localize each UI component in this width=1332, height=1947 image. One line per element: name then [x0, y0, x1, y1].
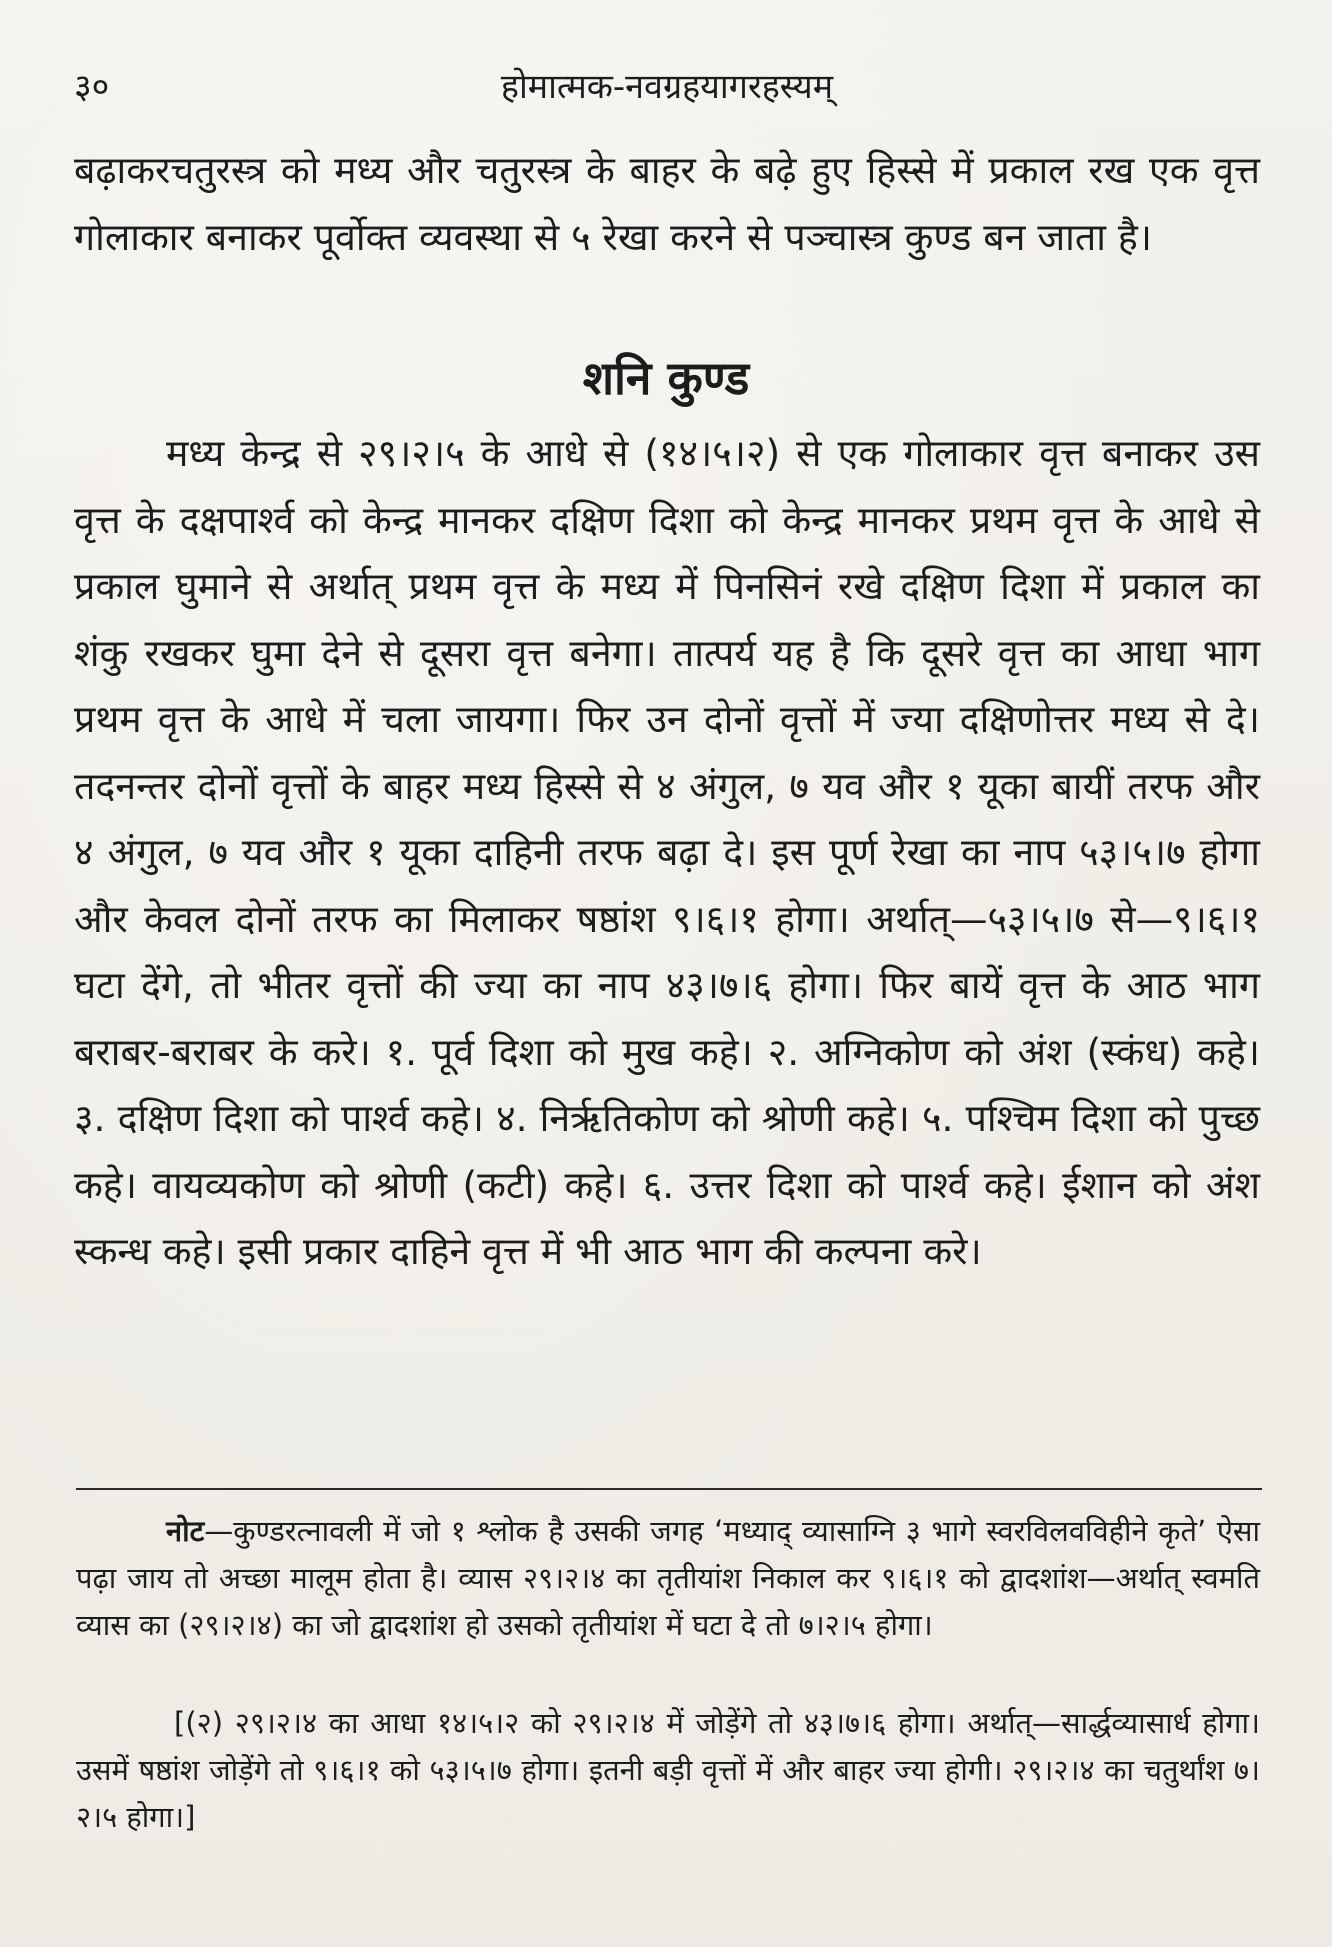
running-title: होमात्मक-नवग्रहयागरहस्यम् — [500, 67, 834, 107]
footnote-1-text: —कुण्डरत्नावली में जो १ श्लोक है उसकी जगह ‘मध्याद् व्यासाग्नि ३ भागे स्वरविलवविहीने कृते’ ऐसा पढ़ा जाय तो अच्छा मालूम होता है। व्यास २९।२।४ का तृतीयांश निकाल कर ९।६।१ को द्वादशांश—अर्थात् स्वमति व्यास का (२९।२।४) का जो द्वादशांश हो उसको तृतीयांश में घटा दे तो ७।२।५ होगा। — [76, 1514, 1260, 1642]
section-heading: शनि कुण्ड — [582, 351, 750, 405]
section-paragraph: मध्य केन्द्र से २९।२।५ के आधे से (१४।५।२) से एक गोलाकार वृत्त बनाकर उस वृत्त के दक्षपार्श्व को केन्द्र मानकर दक्षिण दिशा को केन्द्र मानकर प्रथम वृत्त के आधे से प्रकाल घुमाने से अर्थात् प्रथम वृत्त के मध्य में पिनसिनं रखे दक्षिण दिशा में प्रकाल का शंकु रखकर घुमा देने से दूसरा वृत्त बनेगा। तात्पर्य यह है कि दूसरे वृत्त का आधा भाग प्रथम वृत्त के आधे में चला जायगा। फिर उन दोनों वृत्तों में ज्या दक्षिणोत्तर मध्य से दे। तदनन्तर दोनों वृत्तों के बाहर मध्य हिस्से से ४ अंगुल, ७ यव और १ यूका बायीं तरफ और ४ अंगुल, ७ यव और १ यूका दाहिनी तरफ बढ़ा दे। इस पूर्ण रेखा का नाप ५३।५।७ होगा और केवल दोनों तरफ का मिलाकर षष्ठांश ९।६।१ होगा। अर्थात्—५३।५।७ से—९।६।१ घटा देंगे, तो भीतर वृत्तों की ज्या का नाप ४३।७।६ होगा। फिर बायें वृत्त के आठ भाग बराबर-बराबर के करे। १. पूर्व दिशा को मुख कहे। २. अग्निकोण को अंश (स्कंध) कहे। ३. दक्षिण दिशा को पार्श्व कहे। ४. निर्ऋतिकोण को श्रोणी कहे। ५. पश्चिम दिशा को पुच्छ कहे। वायव्यकोण को श्रोणी (कटी) कहे। ६. उत्तर दिशा को पार्श्व कहे। ईशान को अंश स्कन्ध कहे। इसी प्रकार दाहिने वृत्त में भी आठ भाग की कल्पना करे। — [74, 431, 1261, 1273]
footnote-label: नोट — [166, 1514, 205, 1548]
page-number: ३० — [74, 67, 110, 107]
footnote-divider — [76, 1488, 1262, 1490]
intro-paragraph: बढ़ाकरचतुरस्त्र को मध्य और चतुरस्त्र के बाहर के बढ़े हुए हिस्से में प्रकाल रख एक वृत्त गोलाकार बनाकर पूर्वोक्त व्यवस्था से ५ रेखा करने से पञ्चास्त्र कुण्ड बन जाता है। — [74, 148, 1260, 259]
footnote-1 — [76, 1508, 1260, 1649]
page-header — [74, 58, 1260, 118]
footnote-2: [(२) २९।२।४ का आधा १४।५।२ को २९।२।४ में जोड़ेंगे तो ४३।७।६ होगा। अर्थात्—सार्द्धव्यासार्ध होगा। उसमें षष्ठांश जोड़ेंगे तो ९।६।१ को ५३।५।७ होगा। इतनी बड़ी वृत्तों में और बाहर ज्या होगी। २९।२।४ का चतुर्थांश ७।२।५ होगा।] — [76, 1706, 1260, 1834]
